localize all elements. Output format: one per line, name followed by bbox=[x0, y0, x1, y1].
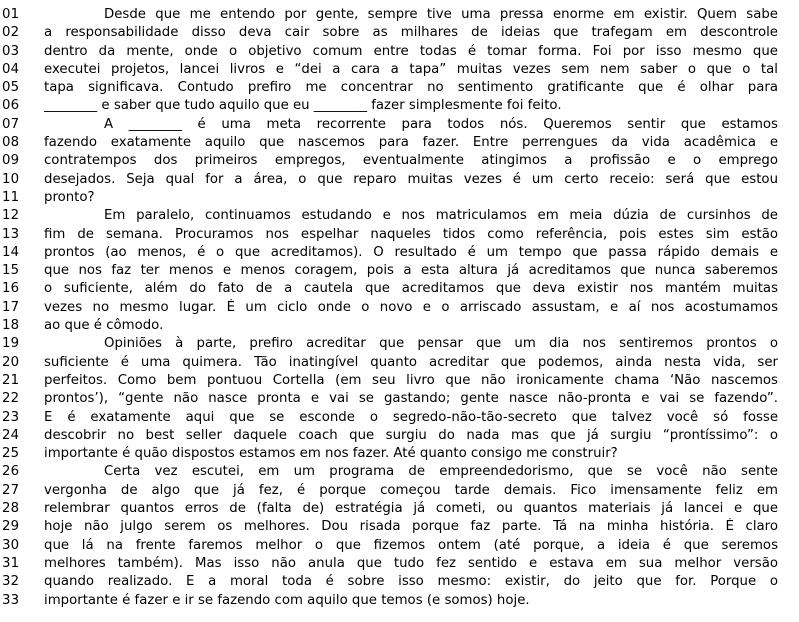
line-number: 17 bbox=[2, 299, 20, 315]
line-number: 14 bbox=[2, 244, 20, 260]
text-line bbox=[0, 537, 799, 555]
line-text: importante é quão dispostos estamos em nos fazer. Até quanto consigo me construir? bbox=[44, 446, 618, 462]
text-line bbox=[0, 573, 799, 591]
line-number: 10 bbox=[2, 171, 20, 187]
line-number: 22 bbox=[2, 391, 20, 407]
line-text: dentro da mente, onde o objetivo comum entre todas é tomar forma. Foi por isso mesmo que bbox=[44, 43, 778, 59]
line-text: Opiniões à parte, prefiro acreditar que pensar que um dia nos sentiremos prontos o bbox=[104, 336, 778, 352]
text-line bbox=[0, 189, 799, 207]
text-line bbox=[0, 372, 799, 390]
line-number: 09 bbox=[2, 153, 20, 169]
text-line bbox=[0, 24, 799, 42]
text-line bbox=[0, 500, 799, 518]
line-text: E é exatamente aqui que se esconde o segredo-não-tão-secreto que talvez você só fosse bbox=[44, 409, 778, 425]
line-text: prontos’), “gente não nasce pronta e vai se gastando; gente nasce não-pronta e vai se fazendo”. bbox=[44, 391, 778, 407]
text-line bbox=[0, 97, 799, 115]
line-text: fim de semana. Procuramos nos espelhar naqueles tidos como referência, pois estes sim estão bbox=[44, 226, 778, 242]
text-line bbox=[0, 317, 799, 335]
line-text: contratempos dos primeiros empregos, eventualmente atingimos a profissão e o emprego bbox=[44, 153, 778, 169]
line-number: 32 bbox=[2, 574, 20, 590]
text-line bbox=[0, 171, 799, 189]
line-text: que lá na frente faremos melhor o que fizemos ontem (até porque, a ideia é que seremos bbox=[44, 537, 778, 553]
text-line bbox=[0, 207, 799, 225]
line-number: 15 bbox=[2, 263, 20, 279]
text-line bbox=[0, 79, 799, 97]
line-text: executei projetos, lancei livros e “dei a cara a tapa” muitas vezes sem nem saber o que o tal bbox=[44, 61, 778, 77]
text-line bbox=[0, 280, 799, 298]
line-number: 03 bbox=[2, 43, 20, 59]
line-number: 31 bbox=[2, 555, 20, 571]
text-line bbox=[0, 427, 799, 445]
line-text: prontos (ao menos, é o que acreditamos). O resultado é um tempo que passa rápido demais e bbox=[44, 244, 778, 260]
line-number: 16 bbox=[2, 281, 20, 297]
text-line bbox=[0, 354, 799, 372]
text-line bbox=[0, 518, 799, 536]
line-number: 04 bbox=[2, 61, 20, 77]
line-text: hoje não julgo serem os melhores. Dou risada porque faz parte. Tá na minha história. É claro bbox=[44, 519, 778, 535]
line-number: 19 bbox=[2, 336, 20, 352]
line-number: 26 bbox=[2, 464, 20, 480]
line-text: suficiente é uma quimera. Tão inatingível quanto acreditar que podemos, ainda nesta vida, ser bbox=[44, 354, 778, 370]
text-line bbox=[0, 592, 799, 610]
text-line bbox=[0, 134, 799, 152]
line-number: 25 bbox=[2, 446, 20, 462]
text-line bbox=[0, 244, 799, 262]
text-line bbox=[0, 555, 799, 573]
line-text: Desde que me entendo por gente, sempre tive uma pressa enorme em existir. Quem sabe bbox=[104, 7, 778, 22]
text-line bbox=[0, 299, 799, 317]
line-text: desejados. Seja qual for a área, o que reparo muitas vezes é um certo receio: será que estou bbox=[44, 171, 778, 187]
line-text: quando realizado. E a moral toda é sobre isso mesmo: existir, do jeito que for. Porque o bbox=[44, 574, 778, 590]
text-line bbox=[0, 152, 799, 170]
line-text: vezes no mesmo lugar. É um ciclo onde o novo e o arriscado assustam, e aí nos acostumamos bbox=[44, 299, 778, 315]
text-line bbox=[0, 116, 799, 134]
line-text: que nos faz ter menos e menos coragem, pois a esta altura já acreditamos que nunca saberemos bbox=[44, 263, 778, 279]
line-text: a responsabilidade disso deva cair sobre as milhares de ideias que trafegam em descontrole bbox=[44, 25, 778, 41]
text-line bbox=[0, 61, 799, 79]
line-number: 08 bbox=[2, 135, 20, 151]
line-number: 28 bbox=[2, 501, 20, 517]
line-text: relembrar quantos erros de (falta de) estratégia já cometi, ou quantos materiais já lancei e que bbox=[44, 501, 778, 517]
line-text: Certa vez escutei, em um programa de empreendedorismo, que se você não sente bbox=[104, 464, 778, 480]
line-text: fazendo exatamente aquilo que nascemos para fazer. Entre perrengues da vida acadêmica e bbox=[44, 135, 778, 151]
line-number: 02 bbox=[2, 25, 20, 41]
line-number: 01 bbox=[2, 7, 20, 22]
line-text: o suficiente, além do fato de a cautela que acreditamos que deva existir nos mantém muitas bbox=[44, 281, 778, 297]
line-number: 06 bbox=[2, 98, 20, 114]
line-number: 29 bbox=[2, 519, 20, 535]
line-text: ________ e saber que tudo aquilo que eu ________ fazer simplesmente foi feito. bbox=[44, 98, 562, 114]
line-text: pronto? bbox=[44, 189, 95, 205]
line-text: A ________ é uma meta recorrente para todos nós. Queremos sentir que estamos bbox=[104, 116, 778, 132]
line-text: vergonha de algo que já fez, é porque começou tarde demais. Fico imensamente feliz em bbox=[44, 482, 778, 498]
line-number: 05 bbox=[2, 80, 20, 96]
line-number: 12 bbox=[2, 208, 20, 224]
text-line bbox=[0, 445, 799, 463]
line-number: 24 bbox=[2, 427, 20, 443]
text-line bbox=[0, 226, 799, 244]
line-number: 07 bbox=[2, 116, 20, 132]
line-number: 11 bbox=[2, 189, 20, 205]
line-number: 13 bbox=[2, 226, 20, 242]
line-number: 33 bbox=[2, 592, 20, 608]
text-line bbox=[0, 482, 799, 500]
line-number: 23 bbox=[2, 409, 20, 425]
line-number: 30 bbox=[2, 537, 20, 553]
line-text: descobrir no best seller daquele coach que surgiu do nada mas que já surgiu “prontíssimo”: o bbox=[44, 427, 778, 443]
text-line bbox=[0, 6, 799, 24]
text-line bbox=[0, 43, 799, 61]
line-number: 27 bbox=[2, 482, 20, 498]
line-text: Em paralelo, continuamos estudando e nos matriculamos em meia dúzia de cursinhos de bbox=[104, 208, 778, 224]
text-line bbox=[0, 463, 799, 481]
text-line bbox=[0, 335, 799, 353]
line-text: ao que é cômodo. bbox=[44, 318, 164, 334]
line-number: 18 bbox=[2, 318, 20, 334]
line-text: importante é fazer e ir se fazendo com aquilo que temos (e somos) hoje. bbox=[44, 592, 530, 608]
line-number: 20 bbox=[2, 354, 20, 370]
line-text: melhores também). Mas isso não anula que tudo fez sentido e estava em sua melhor versão bbox=[44, 555, 778, 571]
line-text: perfeitos. Como bem pontuou Cortella (em seu livro que não ironicamente chama ‘Não nascemos bbox=[44, 372, 778, 388]
text-line bbox=[0, 409, 799, 427]
line-number: 21 bbox=[2, 372, 20, 388]
text-line bbox=[0, 390, 799, 408]
text-line bbox=[0, 262, 799, 280]
line-text: tapa significava. Contudo prefiro me concentrar no sentimento gratificante que é olhar para bbox=[44, 80, 778, 96]
